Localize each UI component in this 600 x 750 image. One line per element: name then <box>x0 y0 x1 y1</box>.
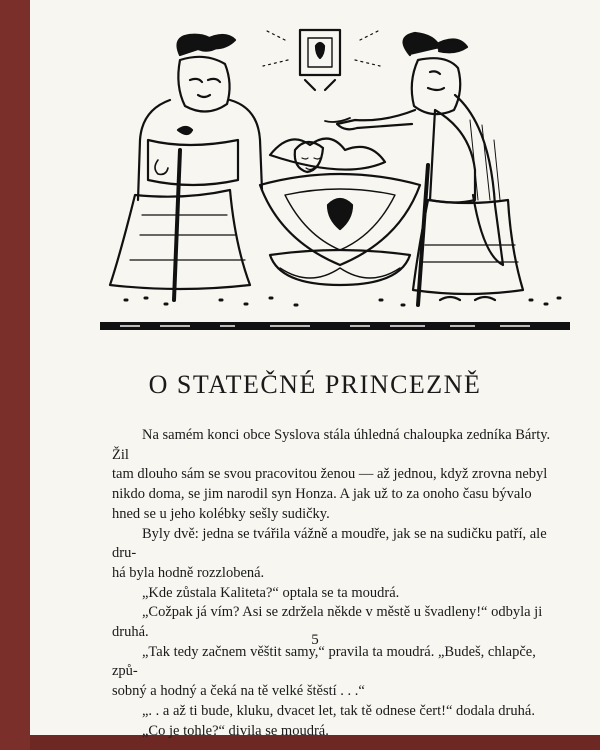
text-line: „Tak tedy začnem věštit samy,“ pravila ta moudrá. „Budeš, chlapče, způ- <box>112 643 536 680</box>
text-line: Na samém konci obce Syslova stála úhledná chaloupka zedníka Bárty. Žil <box>112 427 551 463</box>
text-line: tam dlouho sám se svou pracovitou ženou — až jednou, když zrovna nebyl <box>112 466 548 483</box>
body-text <box>112 426 554 741</box>
page-number: 5 <box>311 632 319 648</box>
text-line: „Co je tohle?“ divila se moudrá. <box>142 722 329 739</box>
text-line: „Cožpak já vím? Asi se zdržela někde v městě u švadleny!“ odbyla ji druhá. <box>112 604 543 641</box>
text-line: nikdo doma, se jim narodil syn Honza. A jak už to za onoho času bývalo <box>112 486 532 503</box>
chapter-title: O STATEČNÉ PRINCEZNĚ <box>148 370 482 399</box>
text-line: „Kde zůstala Kaliteta?“ optala se ta moudrá. <box>142 584 400 601</box>
text-line: há byla hodně rozzlobená. <box>112 564 265 581</box>
text-line: hned se u jeho kolébky sešly sudičky. <box>112 505 330 522</box>
text-line: sobný a hodný a čeká na tě velké štěstí . . .“ <box>112 683 365 700</box>
fairy-godmothers-illustration <box>30 0 600 340</box>
text-line: Byly dvě: jedna se tvářila vážně a moudře, jak se na sudičku patří, ale dru- <box>112 525 547 562</box>
text-line: „. . a až ti bude, kluku, dvacet let, tak tě odnese čert!“ dodala druhá. <box>142 702 535 719</box>
book-page <box>30 0 600 739</box>
